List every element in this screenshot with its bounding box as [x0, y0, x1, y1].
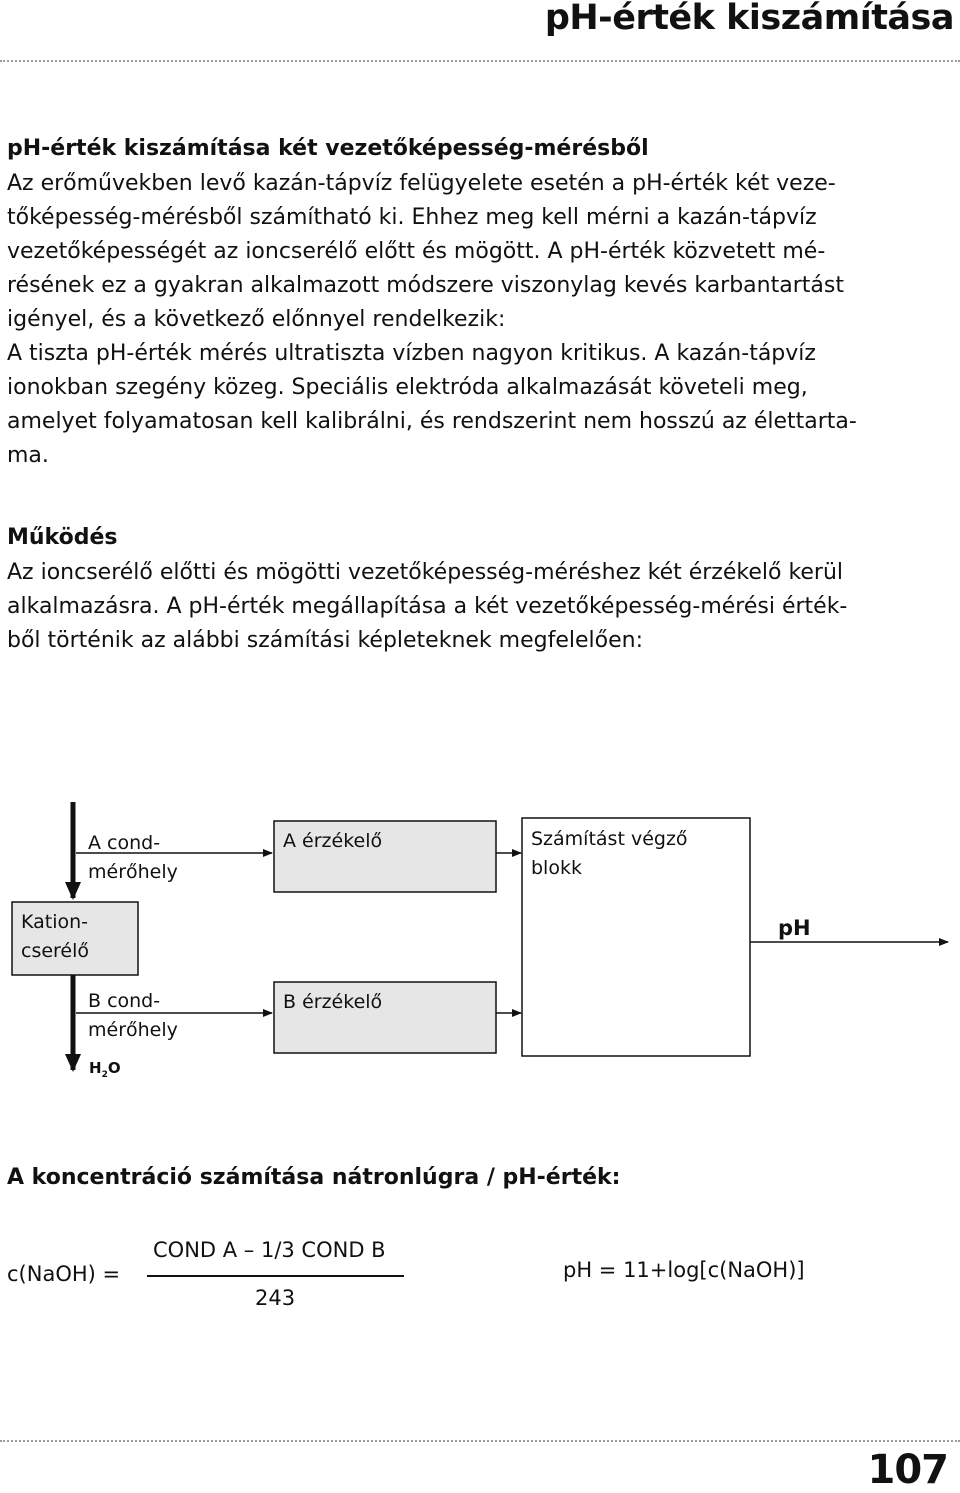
paragraph-line: amelyet folyamatosan kell kalibrálni, és rendszerint nem hosszú az élettarta-: [7, 409, 857, 434]
footer-divider: [0, 1440, 960, 1442]
paragraph-line: Az ioncserélő előtti és mögötti vezetőképesség-méréshez két érzékelő kerül: [7, 560, 844, 585]
paragraph-line: ma.: [7, 443, 49, 468]
page-number: 107: [867, 1447, 948, 1493]
formula-lhs: c(NaOH) =: [7, 1262, 121, 1286]
paragraph-line: ből történik az alábbi számítási képleteknek megfelelően:: [7, 628, 643, 653]
cond-a-label: A cond-: [88, 832, 161, 854]
formula-heading: A koncentráció számítása nátronlúgra / pH-érték:: [7, 1165, 621, 1190]
water-o: O: [107, 1059, 121, 1077]
section-heading-operation: Működés: [7, 525, 118, 550]
paragraph-line: alkalmazásra. A pH-érték megállapítása a két vezetőképesség-mérési érték-: [7, 594, 848, 619]
calculation-block-label: Számítást végző: [531, 828, 688, 850]
sensor-a-label: A érzékelő: [283, 830, 383, 852]
cond-b-label: B cond-: [88, 990, 161, 1012]
paragraph-line: Az erőművekben levő kazán-tápvíz felügyelete esetén a pH-érték két veze-: [7, 171, 836, 196]
cond-a-label: mérőhely: [88, 861, 178, 883]
section-heading-ph-calculation: pH-érték kiszámítása két vezetőképesség-mérésből: [7, 136, 649, 161]
ph-output-label: pH: [778, 916, 811, 940]
paragraph-line: igényel, és a következő előnnyel rendelkezik:: [7, 307, 506, 332]
page-title: pH-érték kiszámítása: [544, 0, 954, 38]
fraction-bar: [147, 1275, 404, 1277]
ph-formula: pH = 11+log[c(NaOH)]: [563, 1258, 805, 1282]
calculation-block-label: blokk: [531, 857, 582, 879]
water-subscript: 2: [101, 1070, 108, 1080]
sensor-b-label: B érzékelő: [283, 991, 383, 1013]
paragraph-line: tőképesség-mérésből számítható ki. Ehhez meg kell mérni a kazán-tápvíz: [7, 205, 817, 230]
water-label: [89, 1059, 121, 1080]
calculation-block: [522, 818, 750, 1056]
intro-paragraph: [7, 167, 947, 473]
header-divider: [0, 60, 960, 62]
paragraph-line: A tiszta pH-érték mérés ultratiszta vízben nagyon kritikus. A kazán-tápvíz: [7, 341, 816, 366]
operation-paragraph: [7, 556, 947, 658]
cation-exchanger-label: cserélő: [21, 940, 90, 962]
measurement-flow-diagram: [0, 790, 960, 1100]
paragraph-line: résének ez a gyakran alkalmazott módszere viszonylag kevés karbantartást: [7, 273, 844, 298]
paragraph-line: ionokban szegény közeg. Speciális elektróda alkalmazását követeli meg,: [7, 375, 808, 400]
water-h: H: [89, 1059, 102, 1077]
formula-numerator: COND A – 1/3 COND B: [153, 1238, 386, 1262]
formula-denominator: 243: [255, 1286, 296, 1310]
cation-exchanger-label: Kation-: [21, 911, 89, 933]
cond-b-label: mérőhely: [88, 1019, 178, 1041]
paragraph-line: vezetőképességét az ioncserélő előtt és mögött. A pH-érték közvetett mé-: [7, 239, 826, 264]
